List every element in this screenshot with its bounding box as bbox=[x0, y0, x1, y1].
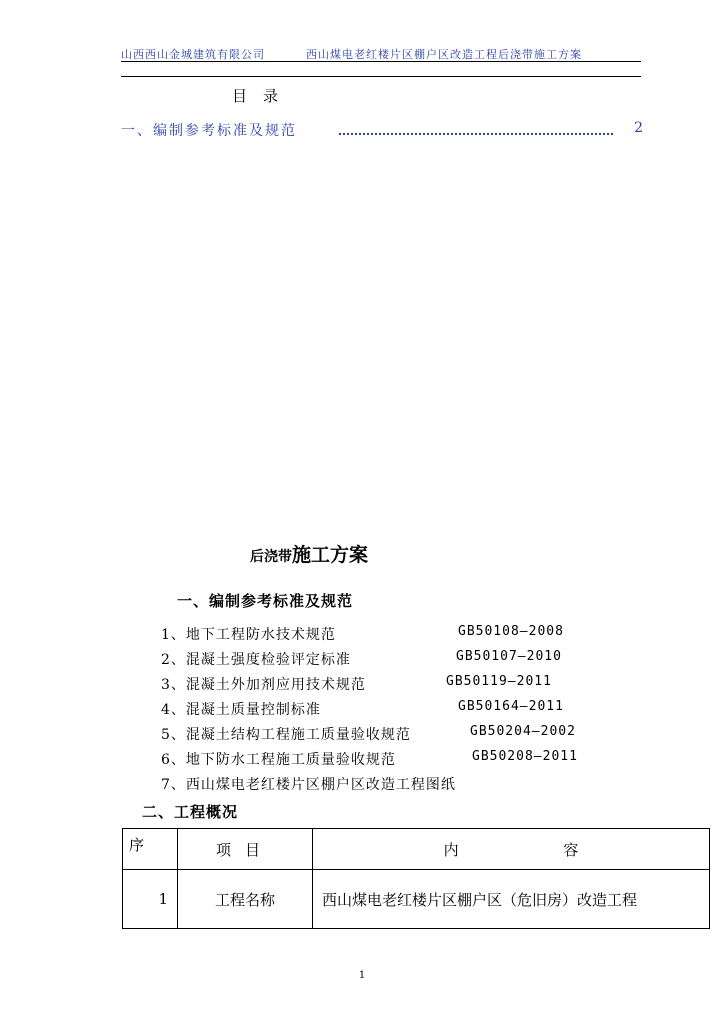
toc-entry-label[interactable]: 一、编制参考标准及规范 bbox=[121, 123, 297, 139]
header-rule bbox=[121, 61, 641, 62]
toc-entry-page[interactable]: 2 bbox=[634, 120, 643, 136]
list-item bbox=[161, 724, 576, 744]
standard-name: 6、地下防水工程施工质量验收规范 bbox=[161, 752, 396, 768]
section-heading: 二、工程概况 bbox=[142, 803, 239, 821]
standard-name: 4、混凝土质量控制标准 bbox=[161, 702, 321, 718]
table-cell: 西山煤电老红楼片区棚户区（危旧房）改造工程 bbox=[313, 870, 710, 929]
list-item bbox=[161, 649, 562, 669]
toc-leader-dots bbox=[339, 133, 613, 135]
standard-code: GB50204—2002 bbox=[470, 724, 576, 739]
list-item bbox=[161, 699, 564, 719]
standard-name: 7、西山煤电老红楼片区棚户区改造工程图纸 bbox=[161, 777, 456, 793]
list-item bbox=[161, 749, 578, 769]
toc-entry[interactable] bbox=[121, 120, 643, 140]
list-item bbox=[161, 624, 564, 644]
list-item bbox=[161, 774, 456, 794]
section-heading: 一、编制参考标准及规范 bbox=[177, 592, 354, 610]
standard-name: 1、地下工程防水技术规范 bbox=[161, 627, 336, 643]
standard-code: GB50119—2011 bbox=[446, 674, 552, 689]
header-project: 西山煤电老红楼片区棚户区改造工程后浇带施工方案 bbox=[306, 48, 582, 61]
header-rule bbox=[121, 76, 641, 77]
overview-table bbox=[122, 828, 710, 929]
standard-name: 5、混凝土结构工程施工质量验收规范 bbox=[161, 727, 411, 743]
standard-code: GB50108—2008 bbox=[458, 624, 564, 639]
table-header-cell: 序 bbox=[123, 829, 178, 870]
list-item bbox=[161, 674, 552, 694]
document-title-main: 施工方案 bbox=[292, 544, 369, 566]
toc-title: 目录 bbox=[232, 87, 295, 105]
page-number: 1 bbox=[358, 970, 366, 981]
standard-code: GB50107—2010 bbox=[456, 649, 562, 664]
table-header-cell: 内 容 bbox=[313, 829, 710, 870]
standard-name: 2、混凝土强度检验评定标准 bbox=[161, 652, 351, 668]
table-cell: 工程名称 bbox=[178, 870, 313, 929]
header-company: 山西西山金城建筑有限公司 bbox=[121, 48, 265, 61]
document-title bbox=[250, 540, 368, 567]
table-row bbox=[123, 870, 710, 929]
document-title-prefix: 后浇带 bbox=[250, 549, 292, 565]
table-header-row bbox=[123, 829, 710, 870]
standard-code: GB50208—2011 bbox=[472, 749, 578, 764]
standard-name: 3、混凝土外加剂应用技术规范 bbox=[161, 677, 366, 693]
table-header-cell: 项目 bbox=[178, 829, 313, 870]
table-cell: 1 bbox=[123, 870, 178, 929]
standard-code: GB50164—2011 bbox=[458, 699, 564, 714]
